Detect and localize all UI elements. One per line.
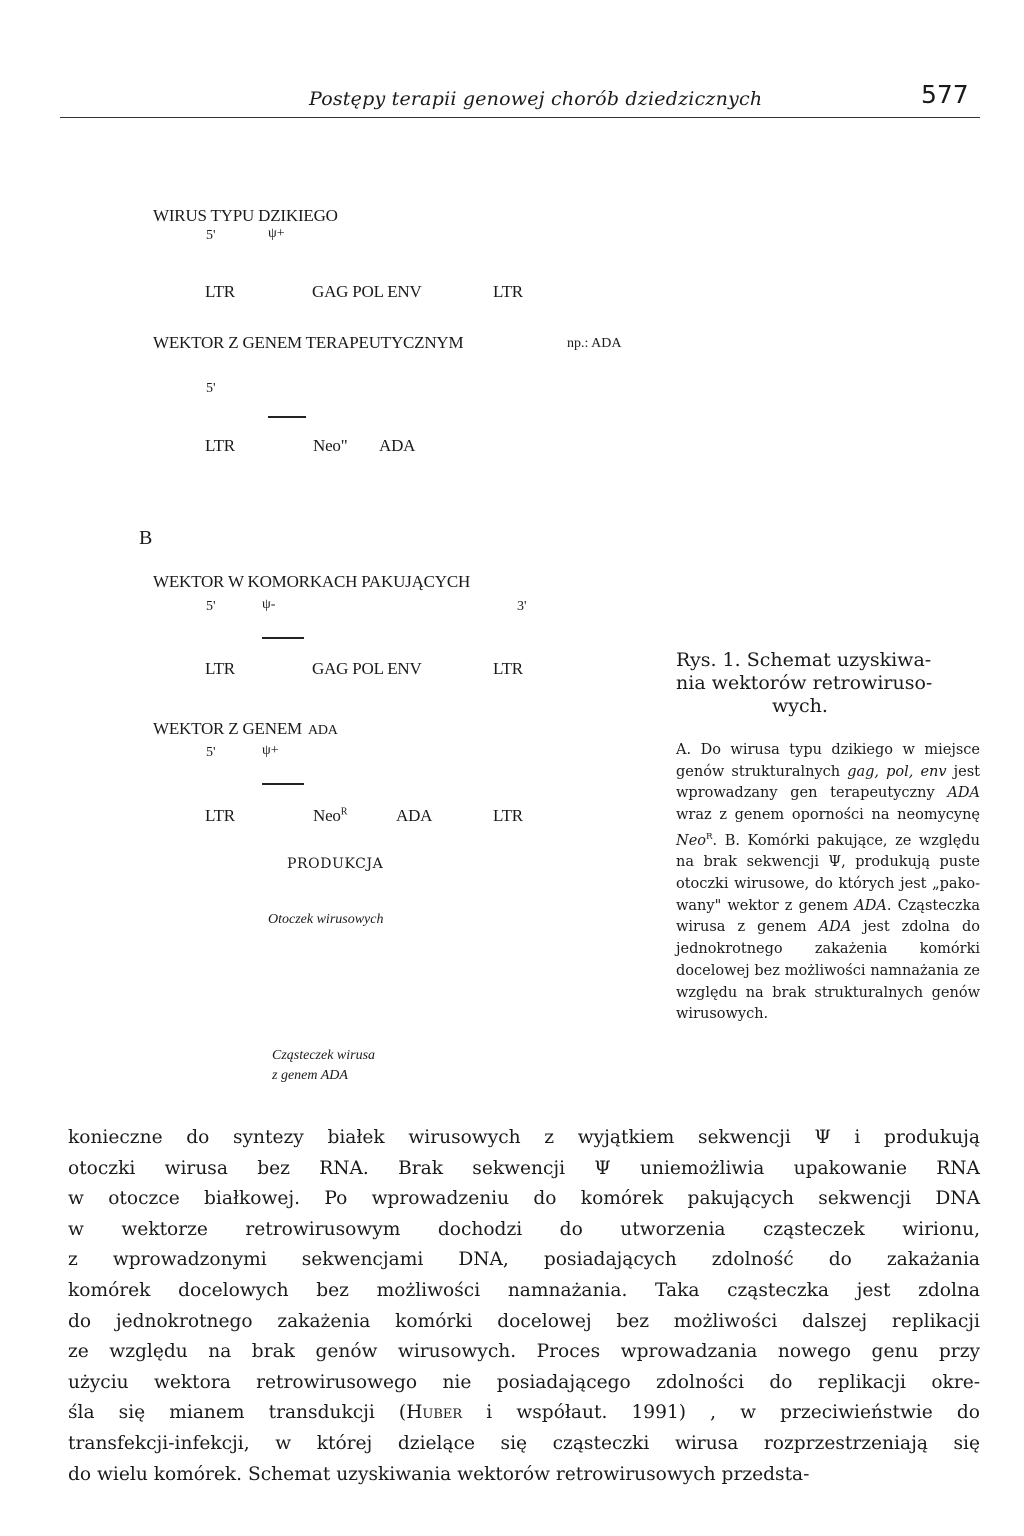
gene-vector-ltr-left: LTR [205,806,235,825]
body-line-12: do wielu komórek. Schemat uzyskiwania wektorów retrowirusowych przedsta- [68,1463,810,1485]
gene-vector-5prime: 5' [206,745,216,760]
particle-label-line2: z genem ADA [272,1068,348,1083]
body-line-8: ze względu na brak genów wirusowych. Proces wprowadzania nowego genu przy [68,1341,980,1363]
gene-vector-title [153,719,338,739]
packaging-ltr-right: LTR [493,659,523,678]
therapeutic-vector-example: np.: ADA [567,336,622,351]
body-line-11: transfekcji-infekcji, w której dzielące się cząsteczki wirusa rozprzestrzeniają się [68,1432,980,1454]
body-line-3: w otoczce białkowej. Po wprowadzeniu do komórek pakujących sekwencji DNA [68,1188,980,1210]
body-line-1: konieczne do syntezy białek wirusowych z wyjątkiem sekwencji Ψ i produkują [68,1127,980,1148]
body-paragraph [68,1123,980,1490]
packaging-ltr-left: LTR [205,659,235,678]
wild-type-title: WIRUS TYPU DZIKIEGO [153,206,338,225]
packaging-vector-title: WEKTOR W KOMORKACH PAKUJĄCYCH [153,572,471,591]
caption-heading-line2: nia wektorów retrowiruso- [676,672,933,694]
vector-5prime: 5' [206,381,216,396]
packaging-segment-line [262,637,304,639]
body-line-4: w wektorze retrowirusowym dochodzi do utworzenia cząsteczek wirionu, [68,1218,980,1240]
body-line-9: użyciu wektora retrowirusowego nie posiadającego zdolności do replikacji okre- [68,1371,980,1393]
running-title: Postępy terapii genowej chorób dziedzicznych [309,88,763,110]
caption-part1: A. Do wirusa typu dzikiego w miejsce genów strukturalnych [676,742,980,780]
body-line-2: otoczki wirusa bez RNA. Brak sekwencji Ψ uniemożliwia upakowanie RNA [68,1157,980,1179]
figure-caption [676,740,980,1026]
caption-heading-line3: wych. [772,695,828,717]
gene-vector-title-gene: ADA [307,723,338,738]
caption-part6: jest zdolna do jednokrotnego zakażenia komórki docelowej bez możliwości namnażania ze względu na brak strukturalnych genów wirusowych. [676,919,980,1023]
caption-neo-sup: R [706,831,713,842]
caption-part3: wraz z genem oporności na neomycynę [676,807,980,824]
production-label: PRODUKCJA [287,856,384,872]
packaging-psi: ψ- [262,597,276,612]
citation-author: Huber [406,1402,463,1424]
gene-vector-ada: ADA [396,806,433,825]
caption-ada-1: ADA [947,785,980,802]
gene-vector-neo [313,806,347,826]
vector-ada: ADA [379,436,416,455]
body-line-7: do jednokrotnego zakażenia komórki docelowej bez możliwości dalszej replikacji [68,1310,980,1332]
caption-heading-line1: Rys. 1. Schemat uzyskiwa- [676,649,932,671]
caption-genes: gag, pol, env [847,763,947,780]
body-line-6: komórek docelowych bez możliwości namnażania. Taka cząsteczka jest zdolna [68,1279,980,1301]
particle-label-line1: Cząsteczek wirusa [272,1048,376,1063]
vector-ltr: LTR [205,436,235,455]
body-line-10 [68,1398,980,1429]
header-rule [60,117,980,118]
wild-type-ltr-left: LTR [205,282,235,301]
wild-type-genes: GAG POL ENV [312,282,422,301]
caption-part2: jest wprowadzany gen terapeutyczny [676,763,980,802]
caption-ada-2: ADA [854,897,887,914]
wild-type-psi: ψ+ [268,226,285,241]
vector-neo: Neo" [313,436,348,455]
gene-vector-neo-text: Neo [313,806,341,825]
gene-vector-psi: ψ+ [262,743,279,758]
gene-vector-title-text: WEKTOR Z GENEM [153,719,302,738]
packaging-5prime: 5' [206,599,216,614]
therapeutic-vector-title: WEKTOR Z GENEM TERAPEUTYCZNYM [153,333,464,352]
gene-vector-segment-line [262,783,304,785]
caption-ada-3: ADA [818,919,852,936]
packaging-genes: GAG POL ENV [312,659,422,678]
page-number: 577 [921,80,969,109]
caption-part4: . B. Komórki pakujące, ze względu na brak sekwencji Ψ, produkują puste otoczki wirusowe, do których jest „pako- wany" wektor z genem [676,832,980,914]
packaging-3prime: 3' [517,599,527,614]
panel-b-label: B [139,527,153,549]
wild-type-5prime: 5' [206,228,216,243]
wild-type-ltr-right: LTR [493,282,523,301]
caption-neo: Neo [676,832,706,849]
body-line-5: z wprowadzonymi sekwencjami DNA, posiadających zdolność do zakażania [68,1249,980,1271]
vector-segment-line [268,416,306,418]
body-line-10-a: śla się mianem transdukcji ( [68,1402,407,1424]
gene-vector-neo-sup: R [340,806,348,818]
envelopes-label: Otoczek wirusowych [268,912,384,927]
gene-vector-ltr-right: LTR [493,806,523,825]
caption-part5: . Cząsteczka wirusa z genem [676,897,980,936]
body-line-10-b: i współaut. 1991) , w przeciwieństwie do [462,1402,980,1424]
